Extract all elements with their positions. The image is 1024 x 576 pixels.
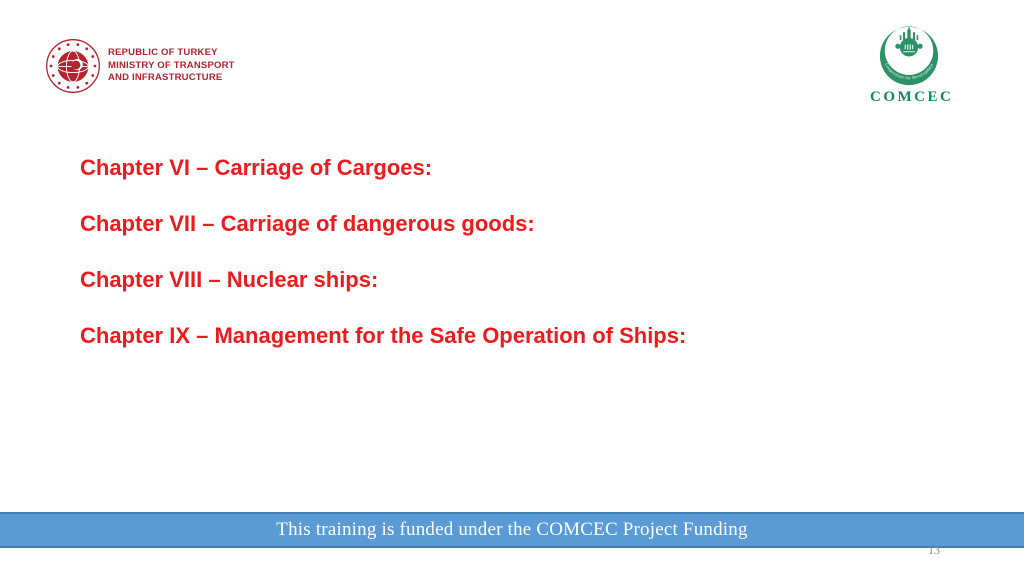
chapter-vi-line: Chapter VI – Carriage of Cargoes: xyxy=(80,155,433,180)
chapter-viii-line: Chapter VIII – Nuclear ships: xyxy=(80,267,379,292)
ministry-title-line2: MINISTRY OF TRANSPORT xyxy=(108,59,235,71)
chapter-ix-line: Chapter IX – Management for the Safe Operation of Ships: xyxy=(80,323,687,348)
comcec-arc-text: Cooperation for Development xyxy=(883,62,935,81)
ministry-title-line1: REPUBLIC OF TURKEY xyxy=(108,47,218,59)
chapter-list xyxy=(80,156,686,380)
comcec-logo xyxy=(870,24,954,106)
ministry-title xyxy=(108,47,235,85)
chapter-vii-line: Chapter VII – Carriage of dangerous goods: xyxy=(80,211,535,236)
ministry-title-line3: AND INFRASTRUCTURE xyxy=(108,72,223,84)
comcec-wordmark: COMCEC xyxy=(870,89,954,105)
footer-funding-bar xyxy=(0,512,1024,548)
comcec-crescent-icon xyxy=(870,24,948,88)
ministry-emblem-icon xyxy=(45,38,101,94)
page-number: 13 xyxy=(928,543,940,557)
footer-funding-text: This training is funded under the COMCEC Project Funding xyxy=(276,519,748,540)
crescent-inner xyxy=(71,61,80,70)
ministry-logo xyxy=(45,38,235,94)
